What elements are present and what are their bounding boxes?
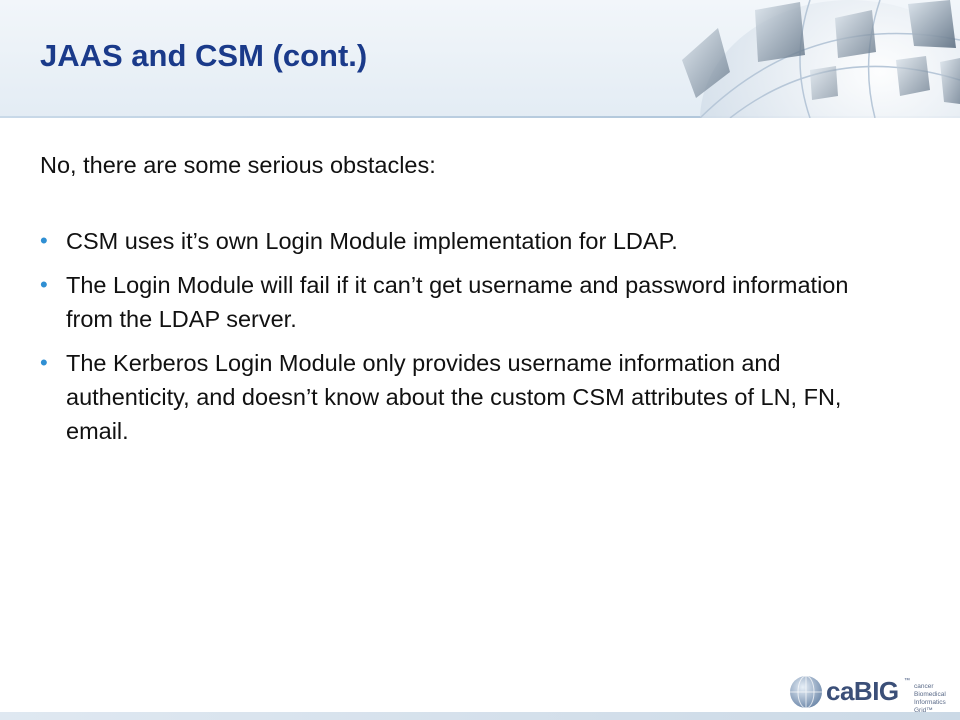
bullet-item (40, 346, 900, 448)
bullet-dot-icon: • (40, 350, 48, 375)
globe-photo-collage-icon (660, 0, 960, 118)
bullet-text: The Kerberos Login Module only provides username information and authenticity, and doesn’t know about the custom CSM attributes of LN, FN, email. (66, 350, 842, 444)
logo-wordmark: caBIG (826, 676, 899, 706)
globe-icon (788, 674, 824, 710)
slide-title: JAAS and CSM (cont.) (40, 38, 368, 73)
intro-text: No, there are some serious obstacles: (40, 152, 436, 178)
logo-subtitle (914, 683, 958, 715)
cabig-logo (788, 672, 958, 712)
bullet-dot-icon: • (40, 272, 48, 297)
bullet-text: The Login Module will fail if it can’t get username and password information from the LDAP server. (66, 272, 849, 332)
bullet-list (40, 224, 900, 448)
slide-body (40, 148, 900, 458)
footer-strip (0, 712, 960, 720)
logo-subtitle-line: cancer Biomedical (914, 683, 946, 698)
bullet-dot-icon: • (40, 228, 48, 253)
bullet-item (40, 268, 900, 336)
bullet-item (40, 224, 900, 258)
logo-subtitle-line: Informatics Grid™ (914, 699, 946, 714)
logo-trademark: ™ (904, 678, 910, 684)
bullet-text: CSM uses it’s own Login Module implementation for LDAP. (66, 228, 678, 254)
